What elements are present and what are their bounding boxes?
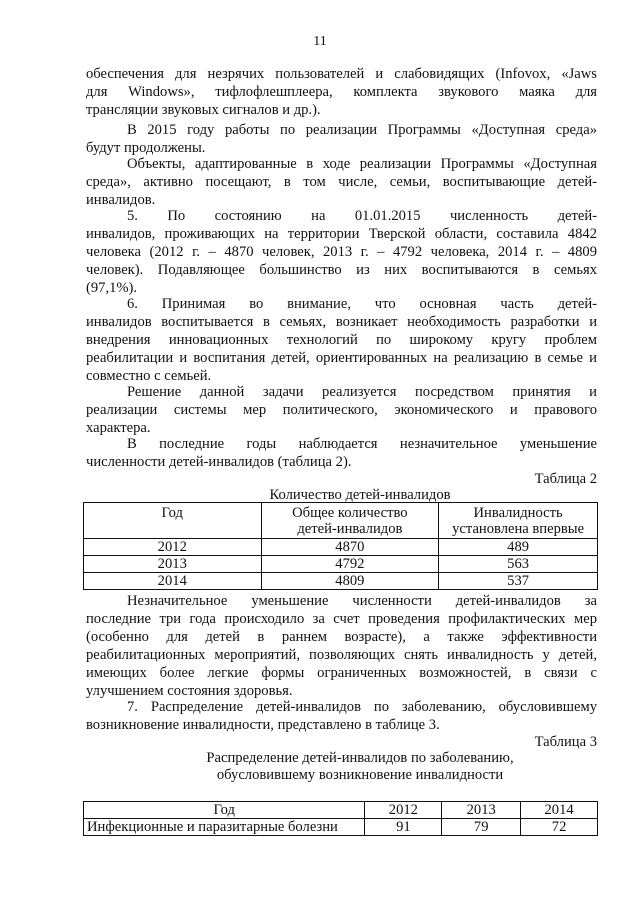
cell-first: 537	[439, 573, 598, 590]
header-total-line1: Общее количество	[292, 504, 408, 521]
text-line: человека (2012 г. – 4870 человек, 2013 г. – 4792 человека, 2014 г. – 4809	[86, 244, 597, 260]
table-row	[84, 556, 598, 573]
table-3-caption-line2: обусловившему возникновение инвалидности	[216, 767, 504, 783]
cell-disease: Инфекционные и паразитарные болезни	[84, 819, 365, 836]
header-year	[84, 503, 262, 539]
text-line: обеспечения для незрячих пользователей и слабовидящих (Infovox, «Jaws	[86, 66, 597, 82]
cell-2012: 91	[365, 819, 442, 836]
header-2013: 2013	[442, 802, 521, 819]
cell-2014: 72	[521, 819, 598, 836]
text-line: имеющих более легкие формы ограниченных возможностей, в связи с	[86, 665, 597, 681]
table-3-caption-line1: Распределение детей-инвалидов по заболеванию,	[206, 750, 514, 766]
text-line: возникновение инвалидности, представлено в таблице 3.	[86, 717, 440, 733]
header-total-line2: детей-инвалидов	[297, 520, 403, 537]
header-2012: 2012	[365, 802, 442, 819]
text-line: совместно с семьей.	[86, 368, 212, 384]
text-line: реализации системы мер политического, экономического и правового	[86, 402, 597, 418]
header-year-text: Год	[161, 505, 183, 521]
cell-year: 2013	[84, 556, 262, 573]
table-3-label: Таблица 3	[534, 734, 597, 750]
table-2-label: Таблица 2	[534, 471, 597, 487]
text-line: последние три года происходило за счет проведения профилактических мер	[86, 611, 597, 627]
table-header-row	[84, 503, 598, 539]
text-line: будут продолжены.	[86, 140, 206, 156]
table-row	[84, 819, 598, 836]
table-2	[83, 502, 598, 590]
cell-2013: 79	[442, 819, 521, 836]
header-first-line1: Инвалидность	[473, 504, 563, 521]
cell-total: 4792	[261, 556, 439, 573]
text-line: (97,1%).	[86, 280, 138, 296]
page-number: 11	[313, 34, 327, 49]
text-line: трансляции звуковых сигналов и др.).	[86, 102, 321, 118]
cell-year: 2012	[84, 539, 262, 556]
text-line: 5. По состоянию на 01.01.2015 численность детей-	[127, 208, 597, 224]
table-header-row	[84, 802, 598, 819]
text-line: характера.	[86, 420, 151, 436]
text-line: реабилитации и воспитания детей, ориентированных на реализацию в семье и	[86, 350, 597, 366]
text-line: (особенно для детей в раннем возрасте), а также эффективности	[86, 629, 597, 645]
text-line: реабилитационных мероприятий, позволяющих снять инвалидность у детей,	[86, 647, 597, 663]
text-line: Объекты, адаптированные в ходе реализации Программы «Доступная	[127, 156, 597, 172]
table-row	[84, 539, 598, 556]
text-line: инвалидов воспитывается в семьях, возникает необходимость разработки и	[86, 314, 597, 330]
cell-total: 4809	[261, 573, 439, 590]
cell-first: 563	[439, 556, 598, 573]
text-line: 6. Принимая во внимание, что основная часть детей-	[127, 296, 597, 312]
cell-first: 489	[439, 539, 598, 556]
text-line: инвалидов, проживающих на территории Тверской области, составила 4842	[86, 226, 597, 242]
text-line: Решение данной задачи реализуется посредством принятия и	[127, 384, 597, 400]
text-line: В последние годы наблюдается незначительное уменьшение	[127, 436, 597, 452]
text-line: улучшением состояния здоровья.	[86, 683, 293, 699]
text-line: для Windows», тифлофлешплеера, комплекта звукового маяка для	[86, 84, 597, 100]
header-first-line2: установлена впервые	[452, 520, 585, 537]
cell-year: 2014	[84, 573, 262, 590]
text-line: среда», активно посещают, в том числе, семьи, воспитывающие детей-	[86, 174, 597, 190]
cell-total: 4870	[261, 539, 439, 556]
table-3	[83, 801, 598, 836]
header-2014: 2014	[521, 802, 598, 819]
header-first	[439, 503, 598, 539]
table-2-caption: Количество детей-инвалидов	[269, 487, 451, 503]
text-line: В 2015 году работы по реализации Программы «Доступная среда»	[127, 122, 597, 138]
text-line: инвалидов.	[86, 192, 156, 208]
text-line: 7. Распределение детей-инвалидов по заболеванию, обусловившему	[127, 699, 597, 715]
header-total	[261, 503, 439, 539]
table-row	[84, 573, 598, 590]
text-line: человек). Подавляющее большинство из них воспитываются в семьях	[86, 262, 597, 278]
text-line: внедрения инновационных технологий по широкому кругу проблем	[86, 332, 597, 348]
header-year: Год	[84, 802, 365, 819]
text-line: численности детей-инвалидов (таблица 2).	[86, 454, 352, 470]
text-line: Незначительное уменьшение численности детей-инвалидов за	[127, 593, 597, 609]
